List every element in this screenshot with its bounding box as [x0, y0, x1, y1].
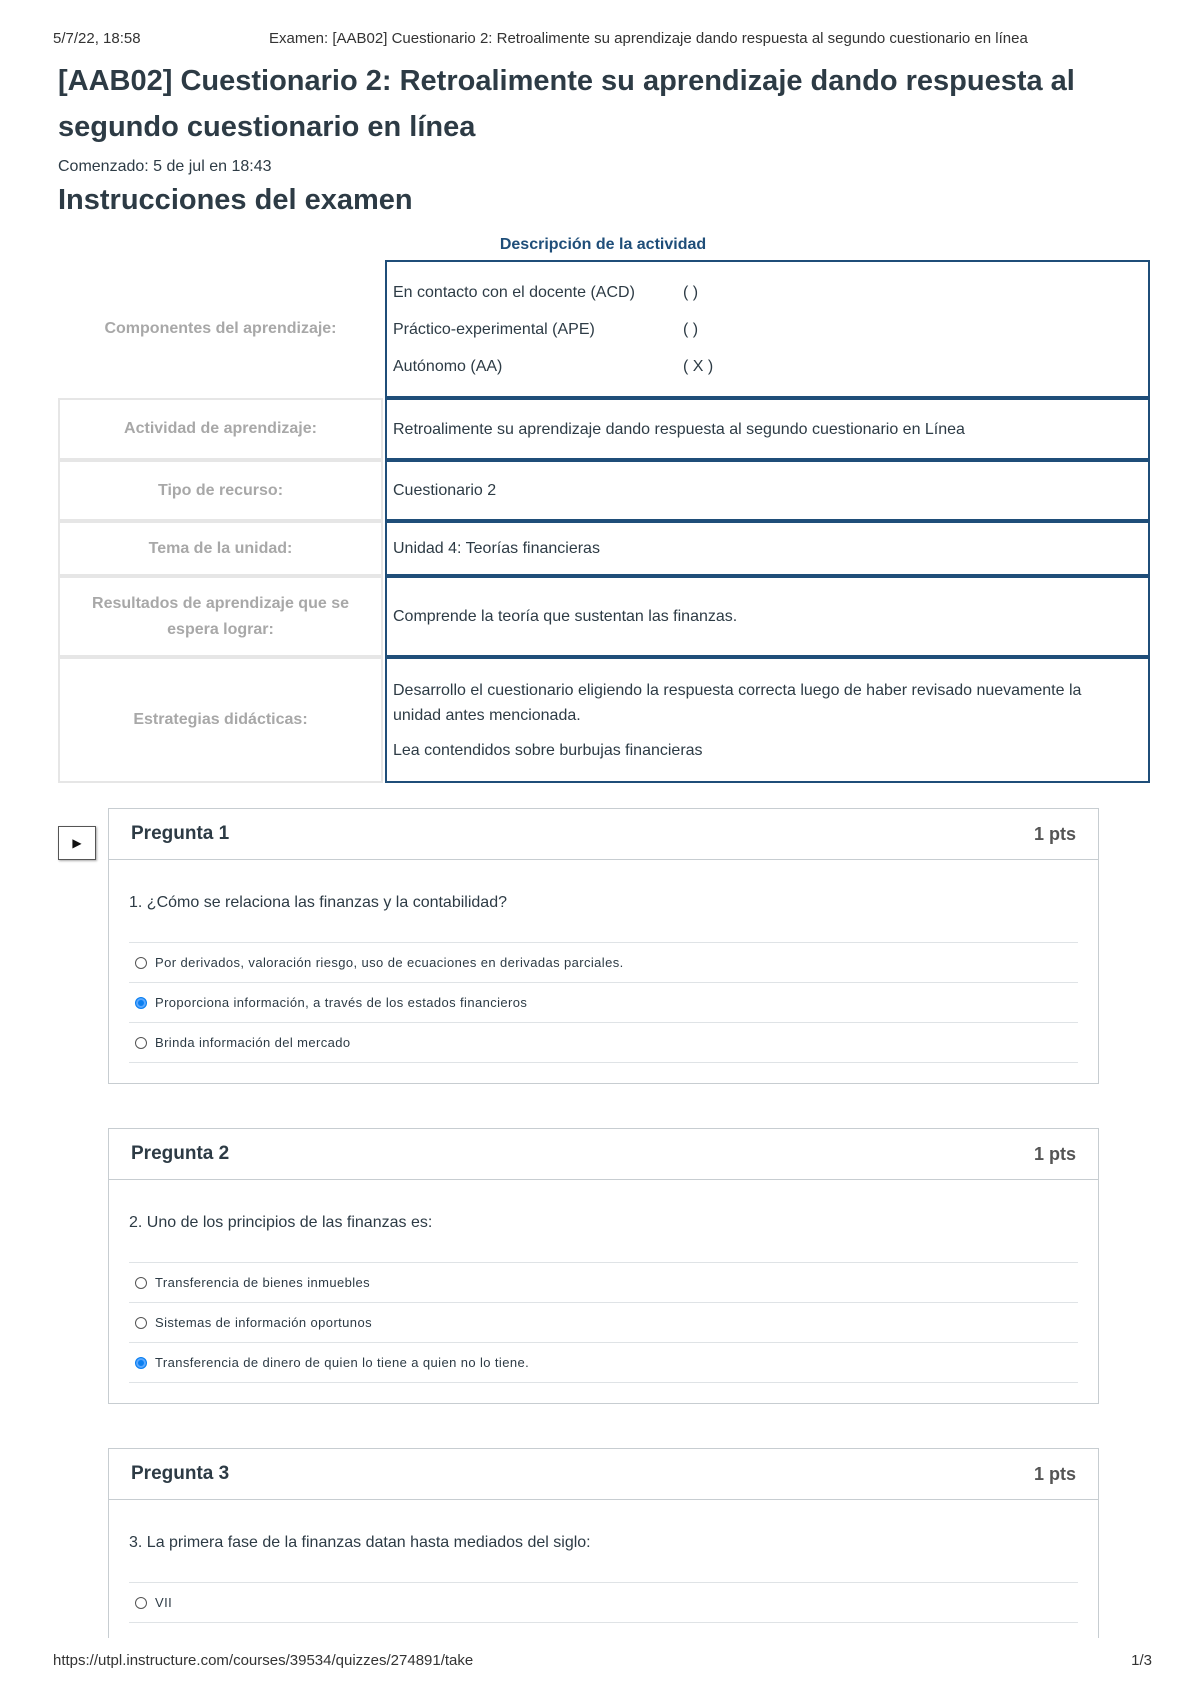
- answer-list: [129, 1582, 1078, 1623]
- question-text: 3. La primera fase de la finanzas datan hasta mediados del siglo:: [129, 1534, 591, 1551]
- activity-caption: Descripción de la actividad: [499, 236, 707, 253]
- answer-text: Sistemas de información oportunos: [155, 1315, 372, 1330]
- activity-row-learning-activity: [58, 398, 1150, 460]
- answer-text: Brinda información del mercado: [155, 1035, 351, 1050]
- activity-row-strategies: [58, 657, 1150, 783]
- question-text: 1. ¿Cómo se relaciona las finanzas y la contabilidad?: [129, 894, 507, 911]
- learning-outcomes-value: [385, 576, 1150, 657]
- question-name: Pregunta 1: [131, 823, 230, 844]
- question-points: 1 pts: [1033, 1463, 1076, 1484]
- question-2: [108, 1128, 1099, 1404]
- answer-option[interactable]: [129, 942, 1078, 982]
- activity-row-components: [58, 260, 1150, 398]
- answer-list: [129, 942, 1078, 1063]
- question-body: [109, 894, 1098, 1063]
- instructions-heading: Instrucciones del examen: [58, 184, 413, 216]
- resource-type-value: [385, 460, 1150, 521]
- question-header: [109, 809, 1098, 860]
- page-number: 1/3: [1131, 1652, 1152, 1669]
- component-mark: ( ): [683, 320, 699, 338]
- answer-option[interactable]: [129, 982, 1078, 1022]
- activity-row-resource-type: [58, 460, 1150, 521]
- answer-option[interactable]: [129, 1582, 1078, 1623]
- question-3: [108, 1448, 1099, 1638]
- learning-activity-value: [385, 398, 1150, 460]
- answer-text: Proporciona información, a través de los estados financieros: [155, 995, 528, 1010]
- unit-topic-value: [385, 521, 1150, 576]
- radio-button[interactable]: [135, 957, 147, 969]
- learning-outcomes-text: Comprende la teoría que sustentan las finanzas.: [393, 608, 738, 625]
- question-points: 1 pts: [1033, 823, 1076, 844]
- print-document-title: Examen: [AAB02] Cuestionario 2: Retroalimente su aprendizaje dando respuesta al segundo cuestionario en línea: [269, 30, 1028, 47]
- resource-type-label: Tipo de recurso:: [58, 460, 383, 521]
- radio-button-selected[interactable]: [135, 1357, 147, 1369]
- component-line: [393, 280, 1130, 305]
- learning-activity-label: Actividad de aprendizaje:: [58, 398, 383, 460]
- radio-button[interactable]: [135, 1597, 147, 1609]
- question-header: [109, 1449, 1098, 1500]
- learning-activity-text: Retroalimente su aprendizaje dando respuesta al segundo cuestionario en Línea: [393, 420, 965, 438]
- components-label: Componentes del aprendizaje:: [104, 320, 337, 337]
- radio-button[interactable]: [135, 1317, 147, 1329]
- unit-topic-text: Unidad 4: Teorías financieras: [393, 540, 600, 557]
- started-timestamp: Comenzado: 5 de jul en 18:43: [58, 158, 272, 175]
- answer-text: Por derivados, valoración riesgo, uso de ecuaciones en derivadas parciales.: [155, 955, 624, 970]
- component-name: Autónomo (AA): [393, 357, 503, 375]
- question-body: [109, 1534, 1098, 1623]
- answer-text: Transferencia de bienes inmuebles: [155, 1275, 371, 1290]
- answer-option[interactable]: [129, 1022, 1078, 1063]
- question-name: Pregunta 2: [131, 1143, 230, 1164]
- answer-text: Transferencia de dinero de quien lo tiene a quien no lo tiene.: [155, 1355, 530, 1370]
- answer-option[interactable]: [129, 1342, 1078, 1383]
- component-name: Práctico-experimental (APE): [393, 320, 595, 338]
- strategies-value: [385, 657, 1150, 783]
- activity-row-learning-outcomes: [58, 576, 1150, 657]
- flag-question-button[interactable]: [58, 826, 96, 860]
- print-header: [53, 30, 1160, 52]
- answer-text: VII: [155, 1595, 173, 1610]
- print-url: https://utpl.instructure.com/courses/39534/quizzes/274891/take: [53, 1652, 474, 1669]
- question-header: [109, 1129, 1098, 1180]
- learning-outcomes-label: Resultados de aprendizaje que se espera lograr:: [58, 576, 383, 657]
- component-line: [393, 354, 1130, 379]
- component-mark: ( ): [683, 283, 699, 301]
- strategies-label: Estrategias didácticas:: [58, 657, 383, 783]
- play-triangle-icon: ▶: [72, 836, 82, 850]
- question-body: [109, 1214, 1098, 1383]
- print-footer: [53, 1652, 1152, 1674]
- components-value: [385, 260, 1150, 398]
- radio-button-selected[interactable]: [135, 997, 147, 1009]
- component-mark: ( X ): [683, 357, 714, 375]
- answer-option[interactable]: [129, 1302, 1078, 1342]
- question-points: 1 pts: [1033, 1143, 1076, 1164]
- resource-type-text: Cuestionario 2: [393, 482, 497, 499]
- answer-option[interactable]: [129, 1262, 1078, 1302]
- component-line: [393, 317, 1130, 342]
- question-name: Pregunta 3: [131, 1463, 230, 1484]
- question-1: [108, 808, 1099, 1084]
- component-name: En contacto con el docente (ACD): [393, 283, 635, 301]
- question-text: 2. Uno de los principios de las finanzas es:: [129, 1214, 433, 1231]
- unit-topic-label: Tema de la unidad:: [58, 521, 383, 576]
- strategies-text: Lea contendidos sobre burbujas financieras: [393, 741, 703, 759]
- answer-list: [129, 1262, 1078, 1383]
- radio-button[interactable]: [135, 1277, 147, 1289]
- radio-button[interactable]: [135, 1037, 147, 1049]
- print-date: 5/7/22, 18:58: [53, 30, 141, 47]
- strategies-text: Desarrollo el cuestionario eligiendo la respuesta correcta luego de haber revisado nuevamente la unidad antes mencionada.: [393, 681, 1082, 724]
- quiz-title: [AAB02] Cuestionario 2: Retroalimente su aprendizaje dando respuesta al segundo cuestionario en línea: [58, 65, 1075, 143]
- activity-row-unit-topic: [58, 521, 1150, 576]
